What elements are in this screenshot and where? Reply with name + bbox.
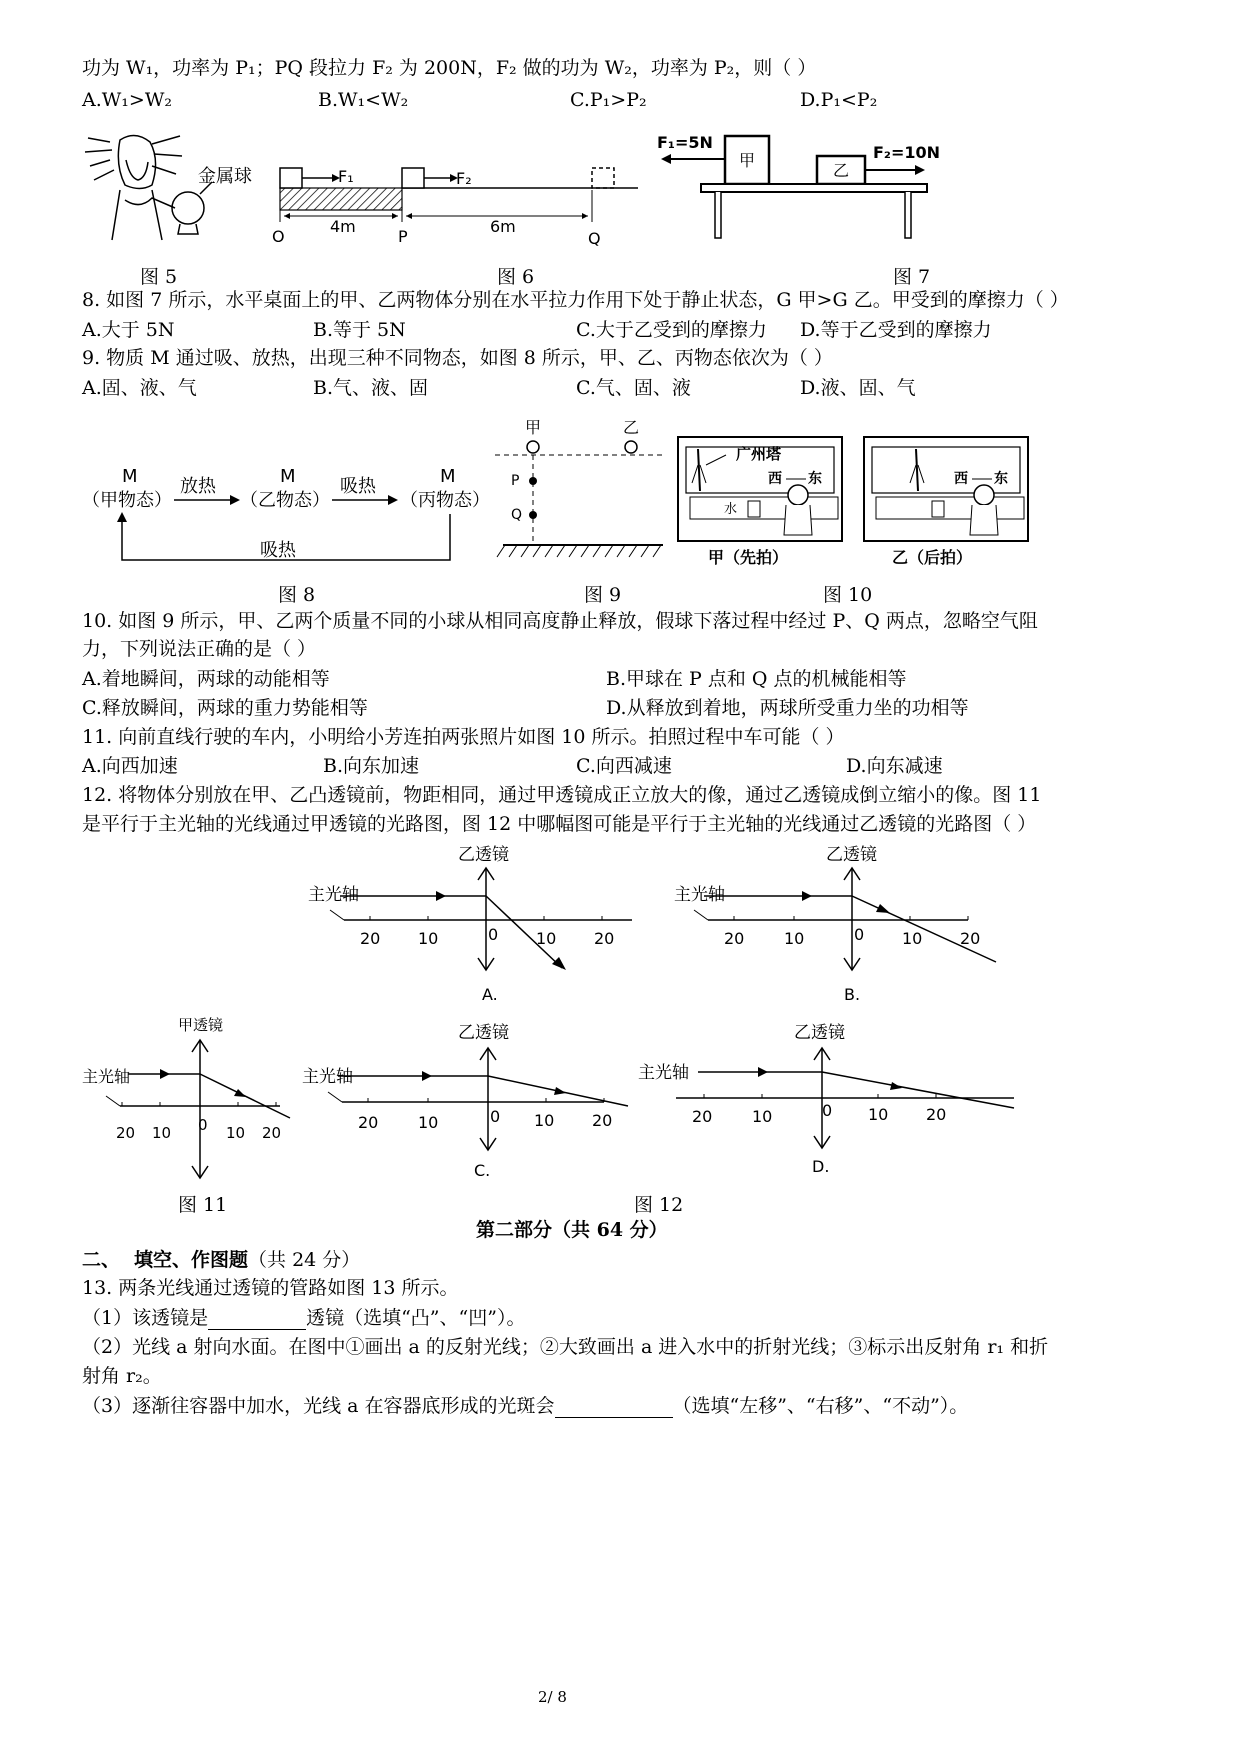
q13-part1-suffix: 透镜（选填“凸”、“凹”）。 (306, 1307, 526, 1329)
main-axis-label: 主光轴 (674, 885, 725, 905)
tick-20-left: 20 (724, 929, 745, 948)
figure-5 (80, 130, 270, 245)
arrow-label-absorb-heat-2: 吸热 (260, 540, 296, 561)
section-2-heading (82, 1248, 360, 1272)
main-axis-label: 主光轴 (308, 885, 359, 905)
tick-20-right: 20 (594, 929, 615, 948)
tick-0: 0 (490, 1107, 501, 1126)
q11-option-d: D.向东减速 (846, 755, 943, 777)
q7-option-b: B.W₁<W₂ (318, 89, 409, 111)
option-label-b: B. (844, 985, 861, 1004)
q13-stem: 13. 两条光线通过透镜的管路如图 13 所示。 (82, 1277, 459, 1299)
arrow-label-release-heat: 放热 (180, 476, 216, 497)
ball-jia-label: 甲 (525, 418, 542, 437)
point-o: O (272, 227, 285, 246)
q13-part3-prefix: （3）逐渐往容器中加水，光线 a 在容器底形成的光斑会 (82, 1395, 555, 1417)
tick-10-right: 10 (534, 1111, 555, 1130)
lens-diagram-c (298, 1020, 638, 1185)
point-p: P (398, 227, 408, 246)
option-label-a: A. (482, 985, 498, 1004)
option-label-d: D. (812, 1157, 830, 1176)
figure-9-caption: 图 9 (584, 584, 622, 606)
tick-10-right: 10 (902, 929, 923, 948)
photo-yi-caption: 乙（后拍） (892, 548, 973, 567)
tick-10-left: 10 (152, 1124, 172, 1142)
west-label-2: 西 (954, 471, 968, 487)
q9-option-d: D.液、固、气 (800, 377, 916, 399)
point-p-label: P (511, 473, 520, 489)
main-axis-label: 主光轴 (638, 1063, 689, 1083)
lens-diagram-b (668, 842, 1008, 1007)
q9-option-a: A.固、液、气 (82, 377, 197, 399)
q13-part3 (82, 1394, 968, 1418)
q13-part1-prefix: （1）该透镜是 (82, 1307, 209, 1329)
q9-option-c: C.气、固、液 (576, 377, 691, 399)
east-label-2: 东 (994, 471, 1008, 487)
tick-20-right: 20 (262, 1124, 282, 1142)
tick-0: 0 (822, 1101, 833, 1120)
tick-20-left: 20 (360, 929, 381, 948)
f1-label: F₁ (338, 167, 354, 186)
tick-20-right: 20 (592, 1111, 613, 1130)
q9-option-b: B.气、液、固 (313, 377, 429, 399)
option-label-c: C. (474, 1161, 491, 1180)
water-label: 水 (724, 502, 738, 517)
tick-10-right: 10 (536, 929, 557, 948)
q7-stem: 功为 W₁，功率为 P₁；PQ 段拉力 F₂ 为 200N，F₂ 做的功为 W₂，功率为 P₂，则（ ） (82, 57, 817, 79)
q10-option-d: D.从释放到着地，两球所受重力坐的功相等 (606, 697, 969, 719)
f1-5n-label: F₁=5N (657, 133, 713, 152)
lens-jia-label: 甲透镜 (178, 1016, 224, 1034)
state-jia: （甲物态） (82, 490, 172, 511)
q12-stem-line1: 12. 将物体分别放在甲、乙凸透镜前，物距相同，通过甲透镜成正立放大的像，通过乙透镜成倒立缩小的像。图 11 (82, 784, 1042, 806)
q13-part2-line1: （2）光线 a 射向水面。在图中①画出 a 的反射光线；②大致画出 a 进入水中的折射光线；③标示出反射角 r₁ 和折 (82, 1336, 1049, 1358)
east-label: 东 (808, 471, 822, 487)
lens-yi-label: 乙透镜 (826, 845, 877, 865)
lens-yi-label: 乙透镜 (458, 845, 509, 865)
q13-answer-blank-1[interactable] (208, 1309, 306, 1330)
metal-ball-label: 金属球 (198, 166, 252, 187)
section-2-number: 二、 (82, 1249, 121, 1271)
tick-0: 0 (488, 925, 499, 944)
figure-6 (270, 160, 640, 248)
block-jia: 甲 (739, 151, 756, 170)
tick-20-left: 20 (116, 1124, 136, 1142)
figure-12-caption: 图 12 (634, 1194, 684, 1216)
figure-10-photo-yi (862, 435, 1032, 575)
q7-option-a: A.W₁>W₂ (82, 89, 172, 111)
q10-option-b: B.甲球在 P 点和 Q 点的机械能相等 (606, 668, 907, 690)
q10-option-c: C.释放瞬间，两球的重力势能相等 (82, 697, 368, 719)
point-q: Q (588, 229, 601, 248)
q13-answer-blank-2[interactable] (555, 1397, 673, 1418)
q8-option-d: D.等于乙受到的摩擦力 (800, 319, 992, 341)
q8-option-a: A.大于 5N (82, 319, 175, 341)
tick-0: 0 (854, 925, 865, 944)
q11-option-c: C.向西减速 (576, 755, 672, 777)
m-label-2: M (280, 466, 296, 487)
f2-label: F₂ (456, 169, 472, 188)
lens-yi-label: 乙透镜 (794, 1023, 845, 1043)
figure-10-caption: 图 10 (823, 584, 873, 606)
tick-10-left: 10 (752, 1107, 773, 1126)
tick-10-right: 10 (868, 1105, 889, 1124)
main-axis-label: 主光轴 (82, 1067, 131, 1086)
q13-part3-suffix: （选填“左移”、“右移”、“不动”）。 (672, 1395, 969, 1417)
tick-0: 0 (198, 1116, 208, 1134)
figure-8-caption: 图 8 (278, 584, 316, 606)
figure-10-photo-jia (676, 435, 846, 575)
q11-stem: 11. 向前直线行驶的车内，小明给小芳连拍两张照片如图 10 所示。拍照过程中车可能（ ） (82, 726, 845, 748)
state-yi: （乙物态） (240, 490, 330, 511)
tick-20-left: 20 (358, 1113, 379, 1132)
main-axis-label: 主光轴 (302, 1067, 353, 1087)
tick-20-left: 20 (692, 1107, 713, 1126)
distance-pq: 6m (490, 217, 516, 236)
tower-label: 广州塔 (736, 445, 782, 463)
arrow-label-absorb-heat-1: 吸热 (340, 476, 376, 497)
tick-20-right: 20 (960, 929, 981, 948)
lens-yi-label: 乙透镜 (458, 1023, 509, 1043)
state-bing: （丙物态） (400, 490, 490, 511)
section-2-title: 填空、作图题 (134, 1249, 249, 1271)
m-label-3: M (440, 466, 456, 487)
page-number: 2/ 8 (538, 1688, 567, 1706)
figure-9 (495, 415, 665, 565)
figure-5-caption: 图 5 (140, 266, 178, 288)
part-2-title: 第二部分（共 64 分） (476, 1219, 668, 1241)
tick-10-right: 10 (226, 1124, 246, 1142)
q11-option-a: A.向西加速 (82, 755, 178, 777)
block-yi: 乙 (833, 161, 850, 180)
q7-option-c: C.P₁>P₂ (570, 89, 647, 111)
lens-diagram-a (300, 842, 640, 1007)
west-label: 西 (768, 471, 782, 487)
f2-10n-label: F₂=10N (873, 143, 940, 162)
q7-option-d: D.P₁<P₂ (800, 89, 878, 111)
q9-stem: 9. 物质 M 通过吸、放热，出现三种不同物态，如图 8 所示，甲、乙、丙物态依次为（ ） (82, 347, 833, 369)
figure-11-caption: 图 11 (178, 1194, 228, 1216)
tick-10-left: 10 (418, 929, 439, 948)
lens-diagram-d (636, 1016, 1021, 1181)
figure-7 (655, 128, 945, 243)
tick-10-left: 10 (784, 929, 805, 948)
figure-6-caption: 图 6 (497, 266, 535, 288)
tick-10-left: 10 (418, 1113, 439, 1132)
q8-stem: 8. 如图 7 所示，水平桌面上的甲、乙两物体分别在水平拉力作用下处于静止状态，G 甲>G 乙。甲受到的摩擦力（ ） (82, 289, 1069, 311)
q13-part1 (82, 1306, 525, 1330)
q13-part2-line2: 射角 r₂。 (82, 1365, 162, 1387)
m-label-1: M (122, 466, 138, 487)
section-2-score: （共 24 分） (248, 1249, 361, 1271)
figure-11-lens-jia (80, 1010, 295, 1185)
distance-op: 4m (330, 217, 356, 236)
ball-yi-label: 乙 (623, 418, 640, 437)
figure-7-caption: 图 7 (893, 266, 931, 288)
q12-stem-line2: 是平行于主光轴的光线通过甲透镜的光路图，图 12 中哪幅图可能是平行于主光轴的光线通过乙透镜的光路图（ ） (82, 813, 1037, 835)
q8-option-b: B.等于 5N (313, 319, 406, 341)
q10-stem-line1: 10. 如图 9 所示，甲、乙两个质量不同的小球从相同高度静止释放，假球下落过程中经过 P、Q 两点，忽略空气阻 (82, 610, 1038, 632)
q11-option-b: B.向东加速 (323, 755, 420, 777)
tick-20-right: 20 (926, 1105, 947, 1124)
q10-stem-line2: 力，下列说法正确的是（ ） (82, 638, 317, 660)
figure-8 (82, 462, 502, 572)
q10-option-a: A.着地瞬间，两球的动能相等 (82, 668, 330, 690)
photo-jia-caption: 甲（先拍） (708, 548, 789, 567)
q8-option-c: C.大于乙受到的摩擦力 (576, 319, 767, 341)
point-q-label: Q (511, 507, 523, 523)
